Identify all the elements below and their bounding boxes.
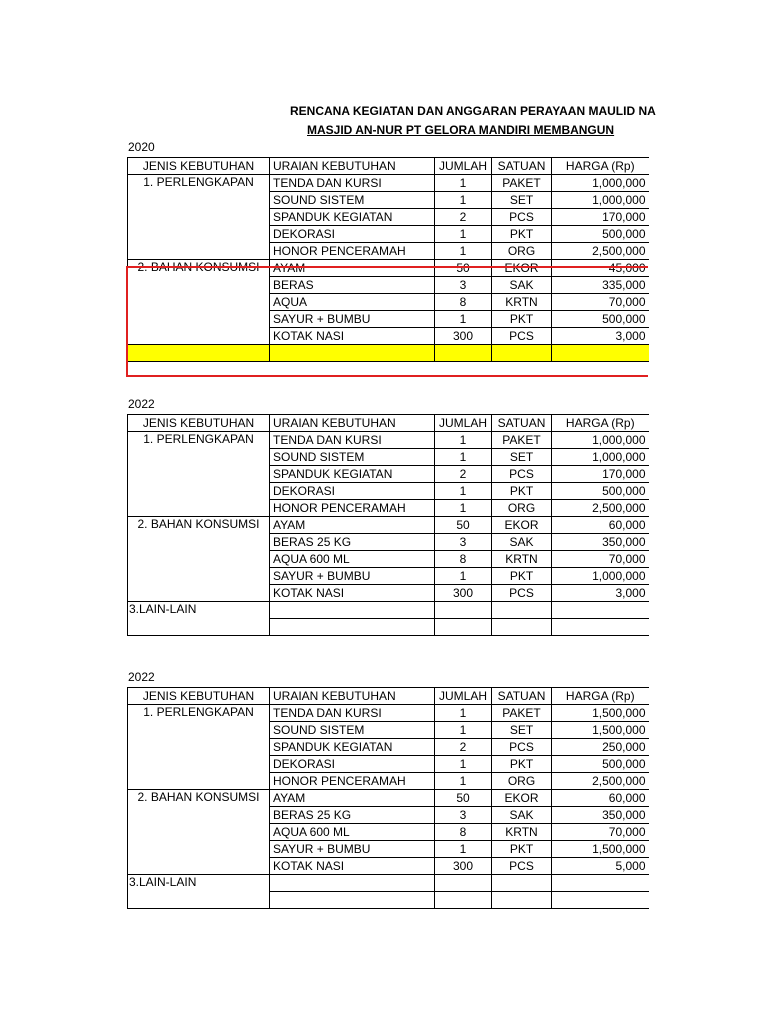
item-price: 500,000 [552,483,649,500]
item-price: 70,000 [552,294,649,311]
header-satuan: SATUAN [492,158,552,175]
item-price: 250,000 [552,739,649,756]
item-unit: ORG [492,500,552,517]
item-name: AYAM [270,790,435,807]
item-name: KOTAK NASI [270,328,435,345]
table-row [128,602,649,619]
item-qty: 1 [435,756,492,773]
item-unit: EKOR [492,790,552,807]
item-name: TENDA DAN KURSI [270,432,435,449]
item-qty: 1 [435,483,492,500]
category-perlengkapan: 1. PERLENGKAPAN [128,705,270,790]
empty-cell [552,892,649,909]
item-name: AYAM [270,517,435,534]
empty-cell [270,892,435,909]
item-name: TENDA DAN KURSI [270,705,435,722]
empty-cell [552,602,649,619]
year-label-2022: 2022 [128,397,155,411]
item-unit: PCS [492,209,552,226]
highlighted-empty-row [128,345,649,362]
item-unit: SET [492,722,552,739]
item-price: 3,000 [552,328,649,345]
item-price: 70,000 [552,551,649,568]
item-unit: ORG [492,243,552,260]
item-name: SPANDUK KEGIATAN [270,466,435,483]
table-row [128,432,649,449]
empty-cell [270,875,435,892]
header-uraian: URAIAN KEBUTUHAN [270,415,435,432]
item-qty: 1 [435,311,492,328]
header-row [128,158,649,175]
item-name: BERAS 25 KG [270,807,435,824]
item-name: AYAM [270,260,435,277]
item-price: 1,000,000 [552,192,649,209]
item-unit: KRTN [492,551,552,568]
table-row [128,875,649,892]
year-label-2022-second: 2022 [128,670,155,684]
item-unit: PKT [492,841,552,858]
category-konsumsi: 2. BAHAN KONSUMSI [128,260,270,345]
header-row [128,688,649,705]
item-unit: PKT [492,311,552,328]
header-harga: HARGA (Rp) [552,688,649,705]
item-price: 5,000 [552,858,649,875]
item-price: 500,000 [552,756,649,773]
item-price: 350,000 [552,807,649,824]
item-unit: PKT [492,226,552,243]
header-harga: HARGA (Rp) [552,415,649,432]
item-name: AQUA 600 ML [270,551,435,568]
item-qty: 50 [435,790,492,807]
item-qty: 3 [435,534,492,551]
empty-cell [435,602,492,619]
item-price: 1,500,000 [552,841,649,858]
item-name: KOTAK NASI [270,858,435,875]
item-unit: EKOR [492,260,552,277]
category-konsumsi: 2. BAHAN KONSUMSI [128,790,270,875]
item-unit: PCS [492,466,552,483]
item-unit: SET [492,449,552,466]
item-name: SAYUR + BUMBU [270,841,435,858]
item-price: 2,500,000 [552,500,649,517]
empty-cell [552,619,649,636]
item-qty: 2 [435,209,492,226]
item-name: HONOR PENCERAMAH [270,500,435,517]
item-unit: KRTN [492,294,552,311]
item-qty: 1 [435,243,492,260]
item-qty: 1 [435,449,492,466]
item-price: 350,000 [552,534,649,551]
item-qty: 8 [435,551,492,568]
item-name: AQUA 600 ML [270,824,435,841]
empty-cell [552,875,649,892]
item-qty: 50 [435,260,492,277]
item-unit: KRTN [492,824,552,841]
item-qty: 3 [435,807,492,824]
item-qty: 8 [435,824,492,841]
item-name: HONOR PENCERAMAH [270,243,435,260]
empty-cell [270,345,435,362]
item-qty: 1 [435,773,492,790]
item-unit: PCS [492,739,552,756]
item-qty: 3 [435,277,492,294]
item-qty: 1 [435,432,492,449]
budget-table-2022-a [127,414,649,636]
item-unit: SAK [492,534,552,551]
table-row [128,517,649,534]
item-price: 2,500,000 [552,773,649,790]
empty-cell [492,875,552,892]
empty-cell [435,619,492,636]
item-qty: 50 [435,517,492,534]
item-name: TENDA DAN KURSI [270,175,435,192]
item-price: 1,500,000 [552,705,649,722]
document-title: RENCANA KEGIATAN DAN ANGGARAN PERAYAAN MAULID NA [290,104,656,118]
header-jumlah: JUMLAH [435,688,492,705]
empty-cell [270,602,435,619]
item-qty: 1 [435,705,492,722]
item-price: 500,000 [552,311,649,328]
item-unit: PAKET [492,705,552,722]
item-price: 1,000,000 [552,432,649,449]
table-row [128,175,649,192]
empty-cell [492,892,552,909]
header-row [128,415,649,432]
item-name: DEKORASI [270,226,435,243]
item-qty: 1 [435,226,492,243]
year-label-2020: 2020 [128,140,155,154]
item-unit: PCS [492,858,552,875]
item-unit: PAKET [492,175,552,192]
item-name: BERAS [270,277,435,294]
item-unit: PAKET [492,432,552,449]
item-price: 70,000 [552,824,649,841]
item-qty: 2 [435,739,492,756]
document-subtitle: MASJID AN-NUR PT GELORA MANDIRI MEMBANGUN [307,123,615,137]
item-name: KOTAK NASI [270,585,435,602]
item-price: 45,000 [552,260,649,277]
category-lain-lain: 3.LAIN-LAIN [128,875,270,909]
item-name: SAYUR + BUMBU [270,568,435,585]
category-perlengkapan: 1. PERLENGKAPAN [128,432,270,517]
item-price: 60,000 [552,517,649,534]
empty-cell [435,345,492,362]
item-unit: PCS [492,585,552,602]
item-unit: ORG [492,773,552,790]
item-name: SPANDUK KEGIATAN [270,209,435,226]
budget-table-2022-b [127,687,649,909]
empty-cell [492,619,552,636]
header-uraian: URAIAN KEBUTUHAN [270,158,435,175]
item-qty: 1 [435,722,492,739]
item-name: SOUND SISTEM [270,722,435,739]
item-qty: 1 [435,192,492,209]
item-name: SAYUR + BUMBU [270,311,435,328]
item-price: 1,000,000 [552,175,649,192]
item-qty: 1 [435,500,492,517]
header-jenis: JENIS KEBUTUHAN [128,158,270,175]
item-unit: PKT [492,568,552,585]
item-qty: 1 [435,568,492,585]
item-price: 3,000 [552,585,649,602]
item-price: 500,000 [552,226,649,243]
item-name: BERAS 25 KG [270,534,435,551]
header-jenis: JENIS KEBUTUHAN [128,688,270,705]
item-unit: SAK [492,277,552,294]
item-name: DEKORASI [270,756,435,773]
item-name: SOUND SISTEM [270,449,435,466]
table-row [128,790,649,807]
table-row [128,705,649,722]
header-satuan: SATUAN [492,688,552,705]
category-lain-lain: 3.LAIN-LAIN [128,602,270,636]
item-name: SOUND SISTEM [270,192,435,209]
item-unit: PCS [492,328,552,345]
item-price: 1,500,000 [552,722,649,739]
item-qty: 1 [435,175,492,192]
item-name: DEKORASI [270,483,435,500]
header-jenis: JENIS KEBUTUHAN [128,415,270,432]
item-name: SPANDUK KEGIATAN [270,739,435,756]
item-price: 170,000 [552,209,649,226]
item-qty: 300 [435,858,492,875]
item-price: 1,000,000 [552,568,649,585]
item-qty: 8 [435,294,492,311]
item-qty: 300 [435,585,492,602]
item-qty: 300 [435,328,492,345]
item-name: HONOR PENCERAMAH [270,773,435,790]
item-name: AQUA [270,294,435,311]
item-price: 2,500,000 [552,243,649,260]
item-unit: PKT [492,483,552,500]
item-unit: EKOR [492,517,552,534]
item-price: 1,000,000 [552,449,649,466]
empty-cell [552,345,649,362]
empty-cell [435,892,492,909]
header-jumlah: JUMLAH [435,415,492,432]
item-unit: SET [492,192,552,209]
item-qty: 2 [435,466,492,483]
item-price: 60,000 [552,790,649,807]
empty-cell [270,619,435,636]
table-row [128,260,649,277]
category-perlengkapan: 1. PERLENGKAPAN [128,175,270,260]
item-price: 170,000 [552,466,649,483]
budget-table-2020 [127,157,649,362]
header-jumlah: JUMLAH [435,158,492,175]
empty-cell [492,602,552,619]
item-qty: 1 [435,841,492,858]
category-konsumsi: 2. BAHAN KONSUMSI [128,517,270,602]
item-unit: SAK [492,807,552,824]
header-satuan: SATUAN [492,415,552,432]
item-price: 335,000 [552,277,649,294]
header-uraian: URAIAN KEBUTUHAN [270,688,435,705]
empty-cell [128,345,270,362]
empty-cell [435,875,492,892]
empty-cell [492,345,552,362]
item-unit: PKT [492,756,552,773]
header-harga: HARGA (Rp) [552,158,649,175]
